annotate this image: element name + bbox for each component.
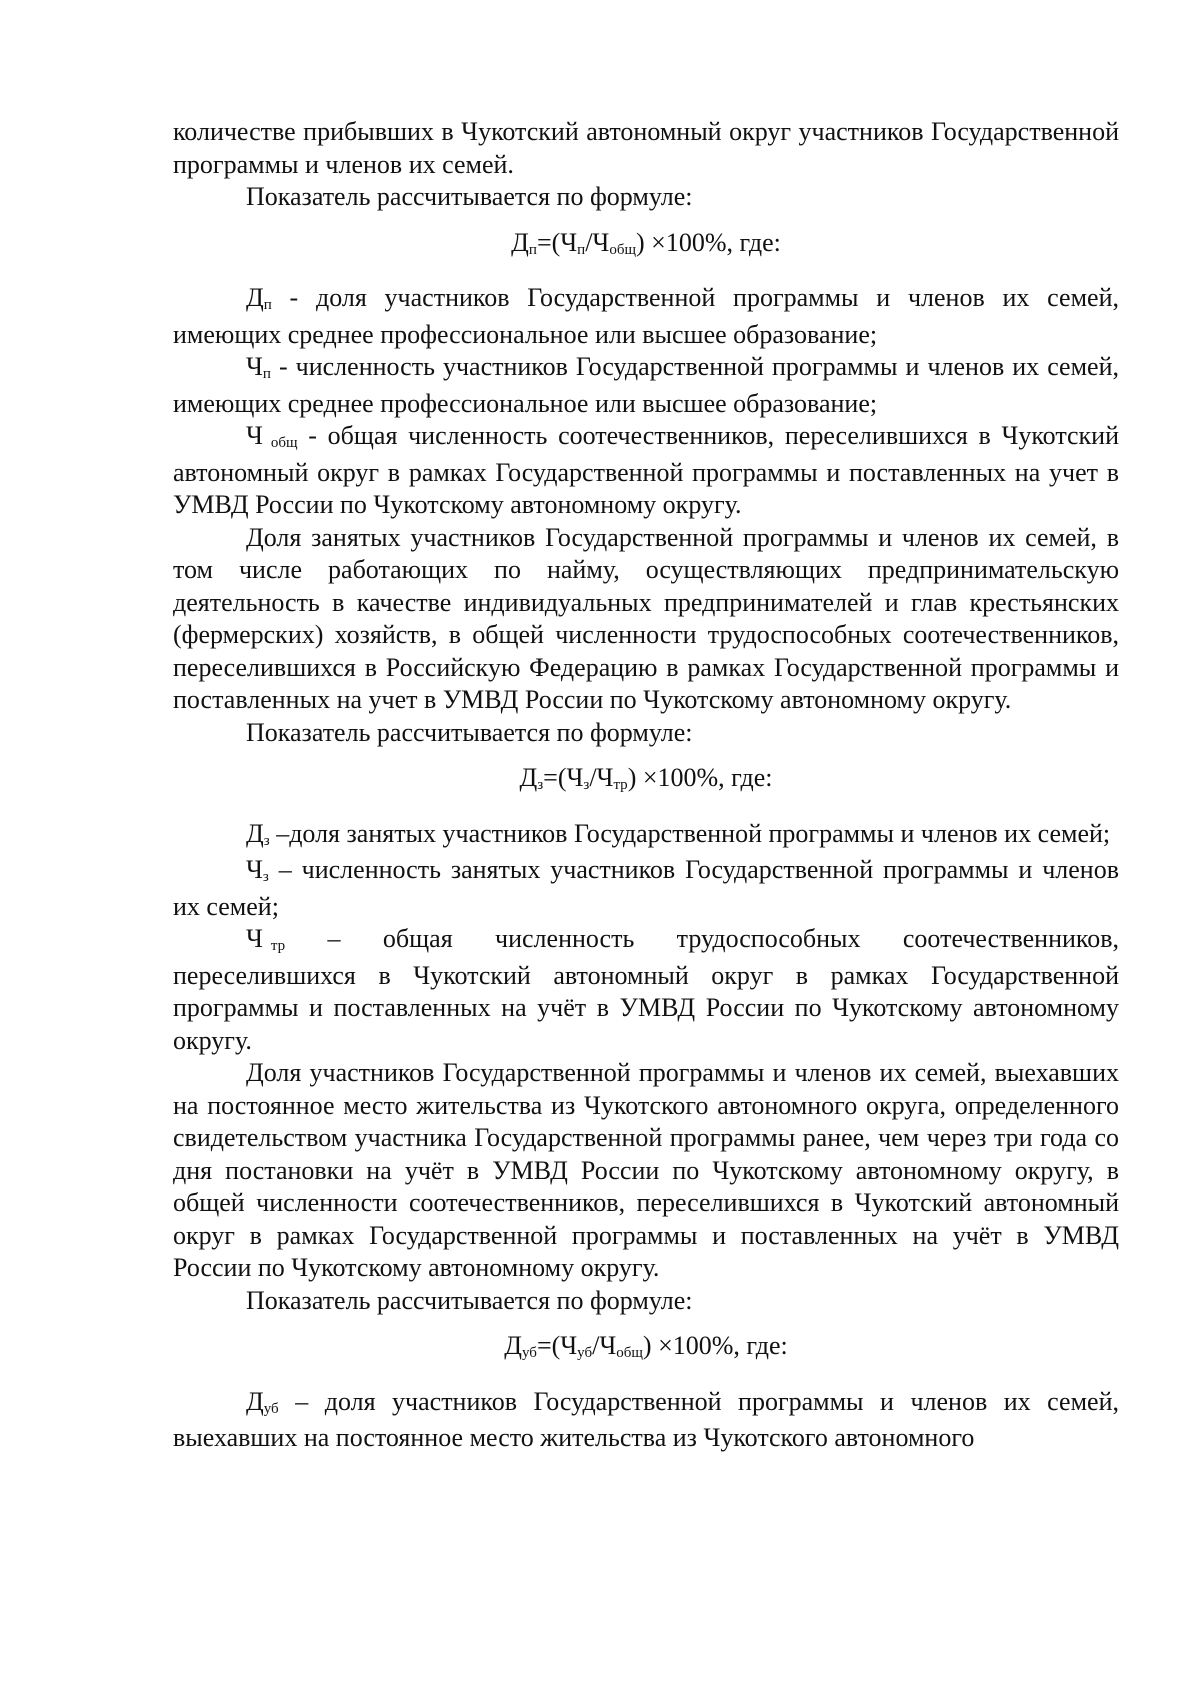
definition-text: –доля занятых участников Государственной программы и членов их семей; — [269, 818, 1111, 848]
formula-lhs-symbol: Д — [519, 763, 538, 792]
formula-lhs-subscript: уб — [522, 1345, 537, 1361]
definition-symbol: Д — [246, 818, 264, 848]
formula-intro: Показатель рассчитывается по формуле: — [246, 182, 693, 211]
formula-denominator-subscript: общ — [609, 241, 636, 258]
formula-lhs-subscript: з — [537, 777, 544, 793]
formula-close: ) ×100%, где: — [636, 227, 781, 257]
formula-close: ) ×100%, где: — [642, 1331, 788, 1360]
formula-divide: /Ч — [585, 227, 610, 257]
formula-departed-share — [173, 1330, 1119, 1367]
definition-subscript: п — [262, 366, 271, 382]
definition-subscript: общ — [270, 435, 298, 451]
formula-divide: /Ч — [592, 1331, 617, 1360]
definition-ch-obsh — [173, 420, 1119, 522]
definition-symbol: Ч — [246, 421, 263, 450]
definition-text: - доля участников Государственной программы и членов их семей, имеющих среднее профессиональное или высшее образование; — [173, 283, 1119, 349]
paragraph-departed-share: Доля участников Государственной программы и членов их семей, выехавших на постоянное место жительства из Чукотского автономного округа, определенного свидетельством участника Государственной программы ранее, чем через три года со дня постановки на учёт в УМВД России по Чукотскому автономному округу, в общей численности соотечественников, переселившихся в Чукотский автономный округ в рамках Государственной программы и поставленных на учёт в УМВД России по Чукотскому автономному округу. — [173, 1058, 1119, 1282]
definition-symbol: Ч — [246, 924, 263, 953]
definition-subscript: тр — [270, 938, 286, 954]
definition-text: - численность участников Государственной программы и членов их семей, имеющих среднее профессиональное или высшее образование; — [173, 352, 1119, 418]
definition-symbol: Ч — [246, 855, 263, 884]
definition-symbol: Д — [246, 1386, 264, 1416]
definition-subscript: п — [263, 297, 272, 313]
definition-d-z — [173, 818, 1119, 855]
definition-d-p — [173, 282, 1119, 351]
definition-symbol: Ч — [246, 352, 263, 381]
formula-numerator-subscript: уб — [577, 1345, 593, 1361]
definition-ch-z — [173, 854, 1119, 923]
formula-denominator-subscript: общ — [616, 1345, 643, 1361]
formula-employed-share — [173, 762, 1119, 799]
formula-education-share — [173, 227, 1119, 264]
definition-text: - общая численность соотечественников, переселившихся в Чукотский автономный округ в рамках Государственной программы и поставленных на учет в УМВД России по Чукотскому автономному округу. — [173, 421, 1119, 519]
definition-ch-tr — [173, 923, 1119, 1057]
formula-open: =(Ч — [543, 763, 584, 792]
formula-intro: Показатель рассчитывается по формуле: — [246, 717, 693, 747]
definition-subscript: з — [263, 832, 270, 849]
definition-d-ub — [173, 1386, 1119, 1455]
definition-ch-p — [173, 351, 1119, 420]
definition-text: – общая численность трудоспособных соотечественников, переселившихся в Чукотский автономный округ в рамках Государственной программы и поставленных на учёт в УМВД России по Чукотскому автономному округу. — [173, 924, 1119, 1055]
formula-denominator-subscript: тр — [613, 777, 628, 793]
formula-lhs-symbol: Д — [504, 1331, 522, 1360]
formula-intro: Показатель рассчитывается по формуле: — [246, 1285, 693, 1315]
paragraph-employed-share: Доля занятых участников Государственной программы и членов их семей, в том числе работающих по найму, осуществляющих предпринимательскую деятельность в качестве индивидуальных предпринимателей и глав крестьянских (фермерских) хозяйств, в общей численности трудоспособных соотечественников, переселившихся в Российскую Федерацию в рамках Государственной программы и поставленных на учет в УМВД России по Чукотскому автономному округу. — [173, 522, 1119, 714]
formula-numerator-subscript: п — [577, 241, 586, 258]
formula-open: =(Ч — [536, 1331, 578, 1360]
definition-subscript: з — [262, 869, 269, 885]
formula-lhs-symbol: Д — [511, 227, 529, 257]
formula-close: ) ×100%, где: — [627, 763, 773, 792]
formula-numerator-subscript: з — [583, 777, 590, 793]
definition-subscript: уб — [263, 1400, 279, 1417]
definition-symbol: Д — [246, 283, 264, 312]
paragraph-continuation: количестве прибывших в Чукотский автономный округ участников Государственной программы и членов их семей. — [173, 117, 1119, 179]
formula-open: =(Ч — [536, 227, 578, 257]
definition-text: – численность занятых участников Государственной программы и членов их семей; — [173, 855, 1119, 921]
document-body — [173, 116, 1119, 1455]
definition-text: – доля участников Государственной программы и членов их семей, выехавших на постоянное место жительства из Чукотского автономного — [173, 1386, 1119, 1452]
formula-lhs-subscript: п — [528, 241, 537, 258]
formula-divide: /Ч — [589, 763, 614, 792]
